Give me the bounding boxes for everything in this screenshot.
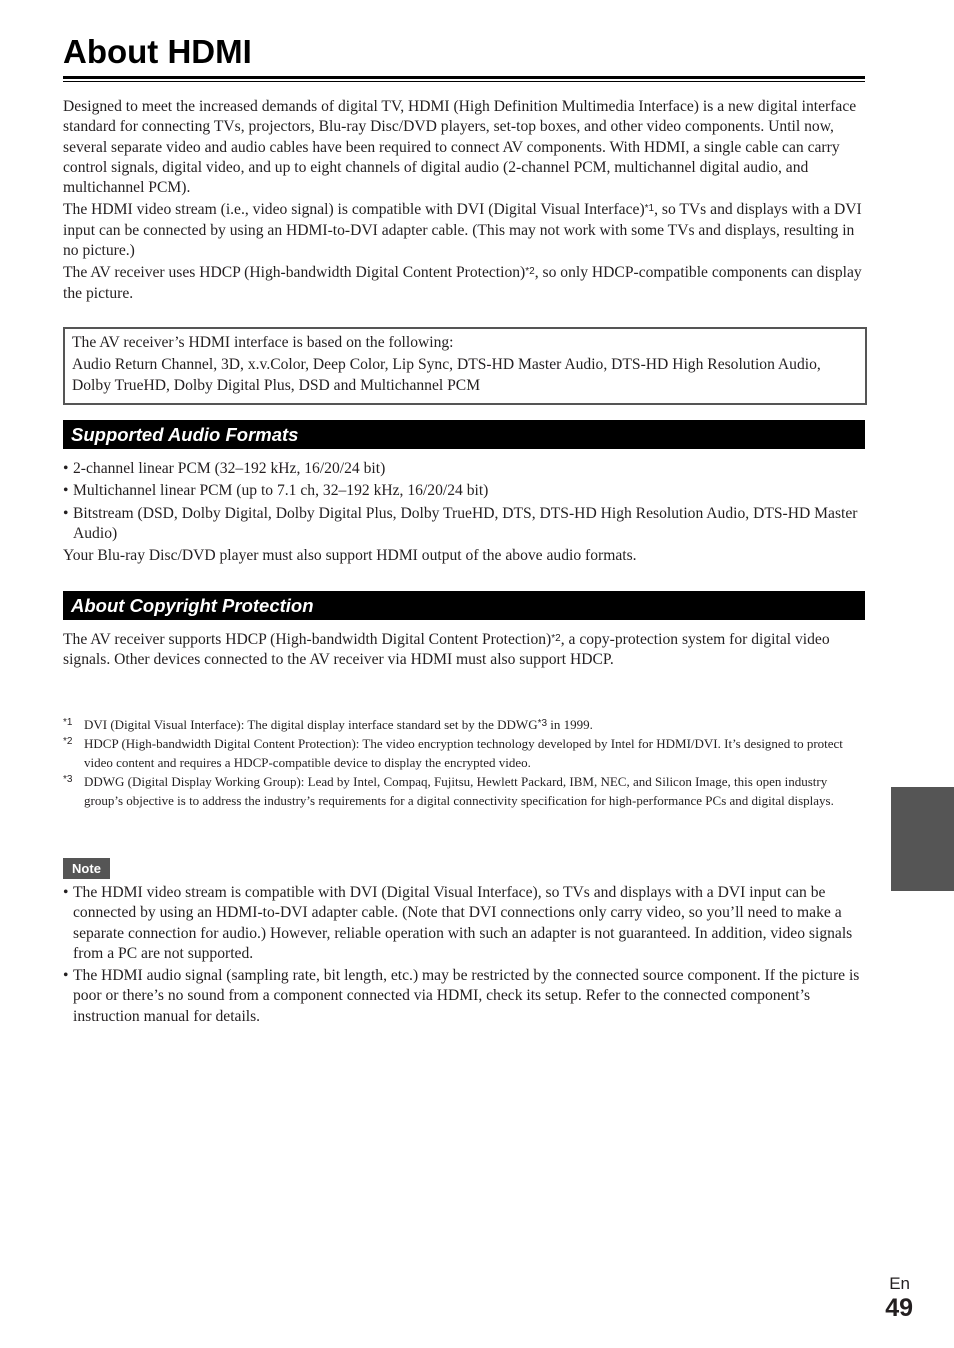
page-title: About HDMI (63, 33, 252, 70)
footnote-text: HDCP (High-bandwidth Digital Content Protection): The video encryption technology developed by Intel for HDMI/DVI. It’s designed to protect video content and requires a HDCP-compatible device to display the encrypted video. (84, 736, 843, 770)
intro-section (63, 97, 865, 306)
note-section (63, 883, 863, 1029)
footnote-mark: *3 (63, 774, 73, 786)
intro-paragraph-1: Designed to meet the increased demands of digital TV, HDMI (High Definition Multimedia Interface) is a new digital interface standard for connecting TVs, projectors, Blu-ray Disc/DVD players, set-top boxes, and other video components. Until now, several separate video and audio cables have been required to connect AV components. With HDMI, a single cable can carry control signals, digital video, and up to eight channels of digital audio (2-channel PCM, multichannel digital audio, and multichannel PCM). (63, 98, 857, 197)
footnote-mark: *2 (63, 736, 73, 748)
chapter-side-tab (891, 787, 954, 891)
page-number: 49 (885, 1294, 913, 1322)
supported-audio-formats-heading: Supported Audio Formats (63, 420, 865, 449)
intro-paragraph-2 (63, 200, 865, 261)
footnote-mark: *1 (63, 717, 73, 728)
list-item: • 2-channel linear PCM (32–192 kHz, 16/20/24 bit) (63, 459, 865, 479)
note-badge: Note (63, 858, 110, 879)
audio-formats-list (63, 459, 865, 544)
footnote-ref-2: *2 (551, 633, 561, 644)
intro-paragraph-3-text-b: , so only HDCP-compatible components can display the picture. (63, 264, 862, 302)
intro-paragraph-2-text-b: , so TVs and displays with a DVI input can be connected by using an HDMI-to-DVI adapter cable. (This may not work with some TVs and displays, resulting in no picture.) (63, 201, 862, 260)
page-language: En (889, 1274, 910, 1293)
footnote-text-a: DVI (Digital Visual Interface): The digital display interface standard set by the DDWG (84, 717, 538, 732)
copyright-text-a: The AV receiver supports HDCP (High-bandwidth Digital Content Protection) (63, 631, 552, 648)
footnote-text: DDWG (Digital Display Working Group): Lead by Intel, Compaq, Fujitsu, Hewlett Packard, IBM, NEC, and Silicon Image, this open industry group’s objective is to address the industry’s requirements for a digital connectivity specification for high-performance PCs and digital displays. (84, 774, 834, 808)
note-list (63, 883, 863, 1027)
hdmi-interface-box (63, 327, 867, 405)
intro-paragraph-2-text-a: The HDMI video stream (i.e., video signal) is compatible with DVI (Digital Visual Interface) (63, 201, 645, 219)
intro-paragraph-3 (63, 263, 865, 304)
intro-paragraph-3-text-a: The AV receiver uses HDCP (High-bandwidth Digital Content Protection) (63, 264, 526, 282)
copyright-text-b: , a copy-protection system for digital video signals. Other devices connected to the AV receiver via HDMI must also support HDCP. (63, 631, 830, 669)
spec-box-features: Audio Return Channel, 3D, x.v.Color, Deep Color, Lip Sync, DTS-HD Master Audio, DTS-HD High Resolution Audio, Dolby TrueHD, Dolby Digital Plus, DSD and Multichannel PCM (72, 356, 821, 394)
audio-formats-footer: Your Blu-ray Disc/DVD player must also support HDMI output of the above audio formats. (63, 547, 637, 565)
footnote-1 (63, 716, 853, 734)
audio-formats-section (63, 459, 865, 568)
list-item: • Bitstream (DSD, Dolby Digital, Dolby Digital Plus, Dolby TrueHD, DTS, DTS-HD High Resolution Audio, DTS-HD Master Audio) (63, 504, 865, 545)
footnote-ref-1: *1 (644, 203, 655, 215)
copyright-paragraph (63, 630, 865, 671)
footnote-ref-2: *2 (525, 266, 535, 278)
about-copyright-protection-heading: About Copyright Protection (63, 591, 865, 620)
list-item: • The HDMI audio signal (sampling rate, bit length, etc.) may be restricted by the connected source component. If the picture is poor or there’s no sound from a component connected via HDMI, check its setup. Refer to the connected component’s instruction manual for details. (63, 966, 863, 1027)
list-item: • The HDMI video stream is compatible with DVI (Digital Visual Interface), so TVs and displays with a DVI input can be connected by using an HDMI-to-DVI adapter cable. (Note that DVI connections only carry video, so you’ll need to make a separate connection for audio.) However, reliable operation with such an adapter is not guaranteed. In addition, video signals from a PC are not supported. (63, 883, 863, 964)
footnote-3 (63, 773, 853, 810)
footnote-ref-3: *3 (537, 718, 548, 729)
spec-box-intro: The AV receiver’s HDMI interface is based on the following: (72, 334, 454, 351)
footnotes (63, 716, 853, 811)
footnote-text-b: in 1999. (547, 717, 593, 732)
footnote-2 (63, 735, 853, 772)
copyright-section (63, 630, 865, 673)
title-divider (63, 76, 865, 82)
list-item: • Multichannel linear PCM (up to 7.1 ch, 32–192 kHz, 16/20/24 bit) (63, 481, 865, 501)
